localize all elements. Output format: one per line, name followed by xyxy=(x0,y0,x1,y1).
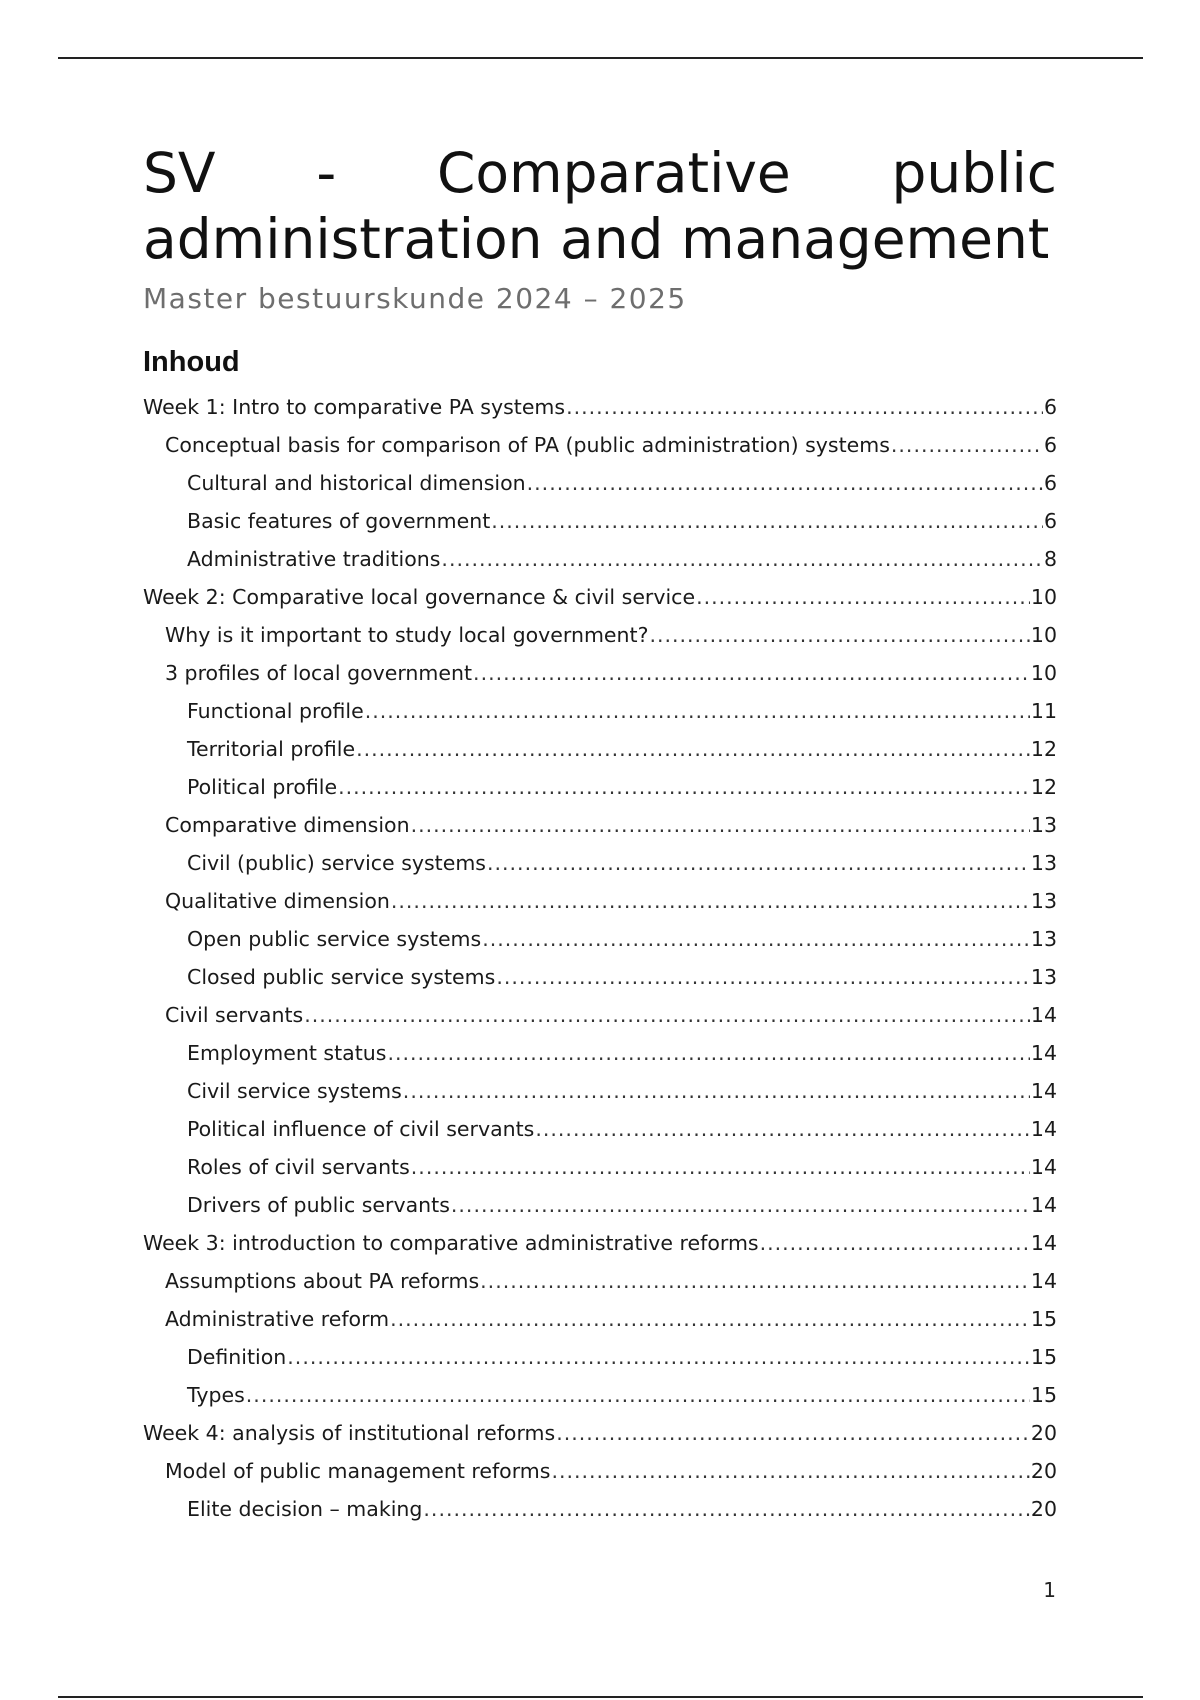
toc-entry-page: 14 xyxy=(1030,1269,1057,1293)
toc-leader-dots xyxy=(387,1034,1029,1072)
toc-leader-dots xyxy=(487,844,1030,882)
toc-leader-dots xyxy=(391,882,1030,920)
toc-entry-label: Comparative dimension xyxy=(165,813,410,837)
toc-entry-label: Elite decision – making xyxy=(187,1497,423,1521)
toc-leader-dots xyxy=(491,502,1043,540)
toc-entry-page: 14 xyxy=(1030,1193,1057,1217)
toc-leader-dots xyxy=(480,1262,1030,1300)
toc-entry[interactable] xyxy=(143,1110,1057,1148)
toc-entry[interactable] xyxy=(143,920,1057,958)
document-body xyxy=(143,140,1057,1528)
toc-leader-dots xyxy=(246,1376,1030,1414)
toc-entry-page: 13 xyxy=(1030,927,1057,951)
document-subtitle: Master bestuurskunde 2024 – 2025 xyxy=(143,282,687,315)
toc-leader-dots xyxy=(473,654,1030,692)
toc-leader-dots xyxy=(482,920,1030,958)
toc-leader-dots xyxy=(441,540,1043,578)
toc-entry[interactable] xyxy=(143,882,1057,920)
toc-entry-label: Employment status xyxy=(187,1041,387,1065)
toc-entry-label: Qualitative dimension xyxy=(165,889,390,913)
toc-entry[interactable] xyxy=(143,1148,1057,1186)
toc-heading: Inhoud xyxy=(143,346,240,378)
toc-entry-page: 15 xyxy=(1030,1383,1057,1407)
toc-entry-label: Cultural and historical dimension xyxy=(187,471,526,495)
toc-entry-label: Administrative reform xyxy=(165,1307,390,1331)
toc-entry-page: 6 xyxy=(1043,433,1057,457)
toc-entry-label: Conceptual basis for comparison of PA (public administration) systems xyxy=(165,433,890,457)
toc-leader-dots xyxy=(566,388,1043,426)
toc-entry-page: 6 xyxy=(1043,509,1057,533)
title-word: SV xyxy=(143,141,216,205)
toc-entry-page: 14 xyxy=(1030,1003,1057,1027)
toc-entry-label: Political influence of civil servants xyxy=(187,1117,535,1141)
toc-entry[interactable] xyxy=(143,730,1057,768)
toc-leader-dots xyxy=(649,616,1029,654)
toc-leader-dots xyxy=(891,426,1043,464)
toc-entry-page: 10 xyxy=(1030,661,1057,685)
toc-entry[interactable] xyxy=(143,1414,1057,1452)
toc-entry-page: 13 xyxy=(1030,889,1057,913)
toc-entry[interactable] xyxy=(143,540,1057,578)
title-word: public xyxy=(891,141,1057,205)
toc-leader-dots xyxy=(390,1300,1030,1338)
toc-entry-label: Political profile xyxy=(187,775,338,799)
table-of-contents xyxy=(143,388,1057,1528)
toc-leader-dots xyxy=(403,1072,1030,1110)
toc-entry-label: Civil service systems xyxy=(187,1079,402,1103)
document-title xyxy=(143,140,1057,272)
toc-leader-dots xyxy=(287,1338,1030,1376)
toc-leader-dots xyxy=(496,958,1030,996)
toc-leader-dots xyxy=(365,692,1030,730)
toc-entry-label: Definition xyxy=(187,1345,287,1369)
toc-entry-page: 6 xyxy=(1043,471,1057,495)
toc-entry-label: Drivers of public servants xyxy=(187,1193,450,1217)
toc-entry-label: Basic features of government xyxy=(187,509,491,533)
toc-leader-dots xyxy=(451,1186,1030,1224)
toc-entry[interactable] xyxy=(143,1300,1057,1338)
toc-entry[interactable] xyxy=(143,958,1057,996)
title-word: - xyxy=(316,141,337,205)
toc-entry-page: 10 xyxy=(1030,623,1057,647)
toc-entry-label: Civil servants xyxy=(165,1003,304,1027)
toc-entry-page: 10 xyxy=(1030,585,1057,609)
toc-entry-page: 14 xyxy=(1030,1155,1057,1179)
toc-entry-page: 15 xyxy=(1030,1345,1057,1369)
toc-leader-dots xyxy=(535,1110,1030,1148)
toc-leader-dots xyxy=(304,996,1030,1034)
toc-entry[interactable] xyxy=(143,616,1057,654)
toc-entry-label: Roles of civil servants xyxy=(187,1155,410,1179)
toc-entry-label: Week 1: Intro to comparative PA systems xyxy=(143,395,566,419)
toc-entry[interactable] xyxy=(143,768,1057,806)
toc-leader-dots xyxy=(411,1148,1030,1186)
toc-entry[interactable] xyxy=(143,996,1057,1034)
toc-entry[interactable] xyxy=(143,1490,1057,1528)
toc-entry[interactable] xyxy=(143,388,1057,426)
toc-leader-dots xyxy=(356,730,1030,768)
toc-entry-label: Week 3: introduction to comparative administrative reforms xyxy=(143,1231,759,1255)
toc-entry-label: Model of public management reforms xyxy=(165,1459,551,1483)
toc-entry[interactable] xyxy=(143,806,1057,844)
toc-entry-page: 15 xyxy=(1030,1307,1057,1331)
toc-entry-label: Administrative traditions xyxy=(187,547,441,571)
toc-entry[interactable] xyxy=(143,1072,1057,1110)
toc-entry-page: 13 xyxy=(1030,851,1057,875)
title-line-2: administration and management xyxy=(143,207,1050,271)
toc-entry-label: Week 4: analysis of institutional reforms xyxy=(143,1421,556,1445)
toc-entry-page: 20 xyxy=(1030,1421,1057,1445)
toc-entry[interactable] xyxy=(143,578,1057,616)
toc-entry-label: Why is it important to study local government? xyxy=(165,623,649,647)
toc-entry[interactable] xyxy=(143,1452,1057,1490)
toc-entry-page: 13 xyxy=(1030,965,1057,989)
toc-entry[interactable] xyxy=(143,654,1057,692)
toc-entry[interactable] xyxy=(143,1034,1057,1072)
toc-entry[interactable] xyxy=(143,1186,1057,1224)
toc-entry-label: Assumptions about PA reforms xyxy=(165,1269,480,1293)
toc-entry[interactable] xyxy=(143,692,1057,730)
toc-entry-label: Functional profile xyxy=(187,699,364,723)
toc-entry-page: 14 xyxy=(1030,1231,1057,1255)
title-word: Comparative xyxy=(436,141,791,205)
toc-entry[interactable] xyxy=(143,844,1057,882)
toc-entry-page: 8 xyxy=(1043,547,1057,571)
toc-leader-dots xyxy=(760,1224,1030,1262)
page-number: 1 xyxy=(1043,1578,1056,1602)
toc-leader-dots xyxy=(696,578,1030,616)
toc-entry-label: Open public service systems xyxy=(187,927,482,951)
toc-leader-dots xyxy=(551,1452,1029,1490)
toc-entry[interactable] xyxy=(143,464,1057,502)
toc-entry-page: 14 xyxy=(1030,1117,1057,1141)
toc-entry-page: 13 xyxy=(1030,813,1057,837)
toc-entry-page: 20 xyxy=(1030,1459,1057,1483)
toc-entry[interactable] xyxy=(143,502,1057,540)
footer-rule xyxy=(58,1696,1143,1698)
toc-entry-label: Types xyxy=(187,1383,245,1407)
toc-leader-dots xyxy=(556,1414,1030,1452)
toc-entry-label: Week 2: Comparative local governance & civil service xyxy=(143,585,696,609)
toc-entry-label: Closed public service systems xyxy=(187,965,496,989)
toc-entry-page: 20 xyxy=(1030,1497,1057,1521)
toc-leader-dots xyxy=(423,1490,1030,1528)
toc-leader-dots xyxy=(411,806,1030,844)
toc-entry[interactable] xyxy=(143,1262,1057,1300)
toc-entry[interactable] xyxy=(143,426,1057,464)
toc-leader-dots xyxy=(338,768,1030,806)
toc-entry-label: Civil (public) service systems xyxy=(187,851,486,875)
toc-entry-page: 11 xyxy=(1030,699,1057,723)
toc-entry-label: Territorial profile xyxy=(187,737,356,761)
toc-entry-page: 6 xyxy=(1043,395,1057,419)
toc-entry-label: 3 profiles of local government xyxy=(165,661,473,685)
toc-leader-dots xyxy=(527,464,1043,502)
toc-entry-page: 12 xyxy=(1030,775,1057,799)
title-line-1 xyxy=(143,140,1057,206)
toc-entry[interactable] xyxy=(143,1376,1057,1414)
toc-entry-page: 14 xyxy=(1030,1079,1057,1103)
toc-entry-page: 12 xyxy=(1030,737,1057,761)
toc-entry[interactable] xyxy=(143,1338,1057,1376)
header-rule xyxy=(58,57,1143,59)
toc-entry-page: 14 xyxy=(1030,1041,1057,1065)
toc-entry[interactable] xyxy=(143,1224,1057,1262)
